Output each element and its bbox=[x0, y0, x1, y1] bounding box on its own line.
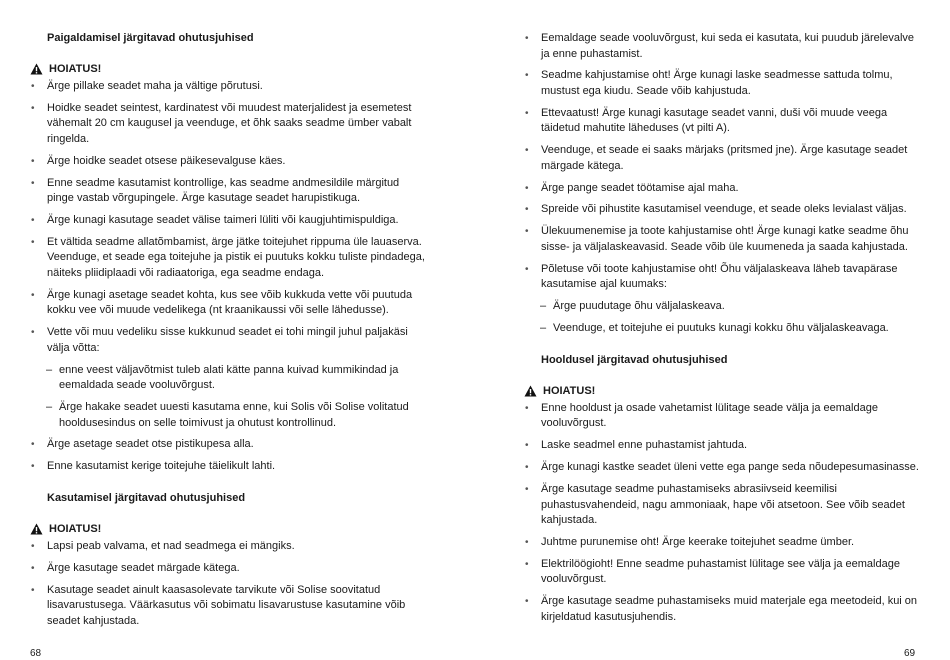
list-item: • Ärge pillake seadet maha ja vältige põrutusi. bbox=[28, 79, 428, 95]
left-page bbox=[28, 0, 428, 660]
usage-warning bbox=[30, 522, 428, 536]
list-item: • Juhtme purunemise oht! Ärge keerake toitejuhet seadme ümber. bbox=[522, 535, 922, 551]
list-item: • Ärge kasutage seadme puhastamiseks muid materjale ega meetodeid, kui on kirjeldatud kasutusjuhendis. bbox=[522, 594, 922, 625]
sub-list-item: – Veenduge, et toitejuhe ei puutuks kunagi kokku õhu väljalaskeavaga. bbox=[522, 321, 922, 337]
installation-bullet-list-continued bbox=[28, 437, 428, 474]
usage-safety-title: Kasutamisel järgitavad ohutusjuhised bbox=[47, 492, 246, 505]
installation-safety-title: Paigaldamisel järgitavad ohutusjuhised bbox=[47, 32, 254, 44]
list-item: • Ärge kunagi kastke seadet üleni vette ega pange seda nõudepesumasinasse. bbox=[522, 460, 922, 476]
list-item: • Vette või muu vedeliku sisse kukkunud seadet ei tohi mingil juhul paljakäsi välja võtta: bbox=[28, 325, 428, 356]
list-item: • Ärge kunagi kasutage seadet välise taimeri lüliti või kaugjuhtimispuldiga. bbox=[28, 213, 428, 229]
warning-triangle-icon bbox=[30, 523, 43, 535]
warning-triangle-icon bbox=[30, 63, 43, 75]
list-item: • Ärge kunagi asetage seadet kohta, kus see võib kukkuda vette või puutuda kokku vee või muude vedelikega (nt kraanikaussi või selle lähedusse). bbox=[28, 288, 428, 319]
page-number: 69 bbox=[904, 648, 916, 659]
list-item: • Ärge pange seadet töötamise ajal maha. bbox=[522, 181, 922, 197]
list-item: • Laske seadmel enne puhastamist jahtuda. bbox=[522, 438, 922, 454]
sub-list-item: – Ärge hakake seadet uuesti kasutama enne, kui Solis või Solise volitatud hooldusesindus on selle toimivust ja ohutust kontrollinud. bbox=[28, 400, 428, 431]
maintenance-warning bbox=[524, 384, 922, 398]
list-item: • Enne hooldust ja osade vahetamist lülitage seade välja ja eemaldage vooluvõrgust. bbox=[522, 401, 922, 432]
list-item: • Enne kasutamist kerige toitejuhe täielikult lahti. bbox=[28, 459, 428, 475]
liquid-instructions-sublist bbox=[28, 363, 428, 431]
air-outlet-sublist bbox=[522, 299, 922, 336]
list-item: • Enne seadme kasutamist kontrollige, kas seadme andmesildile märgitud pinge vastab võrgupingele. Ärge kasutage seadet harupistikuga. bbox=[28, 176, 428, 207]
list-item: • Ülekuumenemise ja toote kahjustamise oht! Ärge kunagi katke seadme õhu sisse- ja väljalaskeavasid. Seade võib üle kuumeneda ja saada kahjustada. bbox=[522, 224, 922, 255]
list-item: • Kasutage seadet ainult kaasasolevate tarvikute või Solise soovitatud lisavarustusega. Väärkasutus või sobimatu lisavarustuse kasutamine võib seadet kahjustada. bbox=[28, 583, 428, 630]
list-item: • Ärge asetage seadet otse pistikupesa alla. bbox=[28, 437, 428, 453]
list-item: • Lapsi peab valvama, et nad seadmega ei mängiks. bbox=[28, 539, 428, 555]
usage-bullet-list-continued bbox=[522, 31, 922, 293]
list-item: • Et vältida seadme allatõmbamist, ärge jätke toitejuhet rippuma üle lauaserva. Veenduge, et seade ega toitejuhe ja pistik ei puutuks kokku tuliste pindadega, näiteks pliidiplaadi või radiaatoriga, ega seadme endaga. bbox=[28, 235, 428, 282]
list-item: • Seadme kahjustamise oht! Ärge kunagi laske seadmesse sattuda tolmu, mustust ega kiudu. Seade võib kahjustuda. bbox=[522, 68, 922, 99]
list-item: • Hoidke seadet seintest, kardinatest või muudest materjalidest ja esemetest vähemalt 20 cm kaugusel ja veenduge, et õhk saaks seadme ümber vabalt ringelda. bbox=[28, 101, 428, 148]
warning-label: HOIATUS! bbox=[49, 523, 102, 536]
page-number: 68 bbox=[30, 648, 42, 659]
list-item: • Eemaldage seade vooluvõrgust, kui seda ei kasutata, kui puudub järelevalve ja enne puhastamist. bbox=[522, 31, 922, 62]
installation-bullet-list bbox=[28, 79, 428, 356]
sub-list-item: – enne veest väljavõtmist tuleb alati kätte panna kuivad kummikindad ja eemaldada seade vooluvõrgust. bbox=[28, 363, 428, 394]
right-page-content bbox=[522, 31, 922, 632]
warning-triangle-icon bbox=[524, 385, 537, 397]
maintenance-safety-title: Hooldusel järgitavad ohutusjuhised bbox=[541, 353, 728, 366]
list-item: • Veenduge, et seade ei saaks märjaks (pritsmed jne). Ärge kasutage seadet märgade kätega. bbox=[522, 143, 922, 174]
maintenance-bullet-list bbox=[522, 401, 922, 625]
sub-list-item: – Ärge puudutage õhu väljalaskeava. bbox=[522, 299, 922, 315]
right-page bbox=[522, 0, 922, 660]
left-page-content bbox=[28, 31, 428, 636]
list-item: • Spreide või pihustite kasutamisel veenduge, et seade oleks levialast väljas. bbox=[522, 202, 922, 218]
list-item: • Elektrilöögioht! Enne seadme puhastamist lülitage see välja ja eemaldage vooluvõrgust. bbox=[522, 557, 922, 588]
list-item: • Ärge kasutage seadme puhastamiseks abrasiivseid keemilisi puhastusvahendeid, nagu ammoniaak, hape või atsetoon. See võib seadet kahjustada. bbox=[522, 482, 922, 529]
list-item: • Ärge hoidke seadet otsese päikesevalguse käes. bbox=[28, 154, 428, 170]
list-item: • Ärge kasutage seadet märgade kätega. bbox=[28, 561, 428, 577]
list-item: • Ettevaatust! Ärge kunagi kasutage seadet vanni, duši või muude veega täidetud mahutite läheduses (vt pilti A). bbox=[522, 106, 922, 137]
installation-warning bbox=[30, 62, 428, 76]
warning-label: HOIATUS! bbox=[49, 63, 102, 75]
usage-bullet-list bbox=[28, 539, 428, 629]
warning-label: HOIATUS! bbox=[543, 384, 596, 397]
list-item: • Põletuse või toote kahjustamise oht! Õhu väljalaskeava läheb tavapärase kasutamise ajal kuumaks: bbox=[522, 262, 922, 293]
